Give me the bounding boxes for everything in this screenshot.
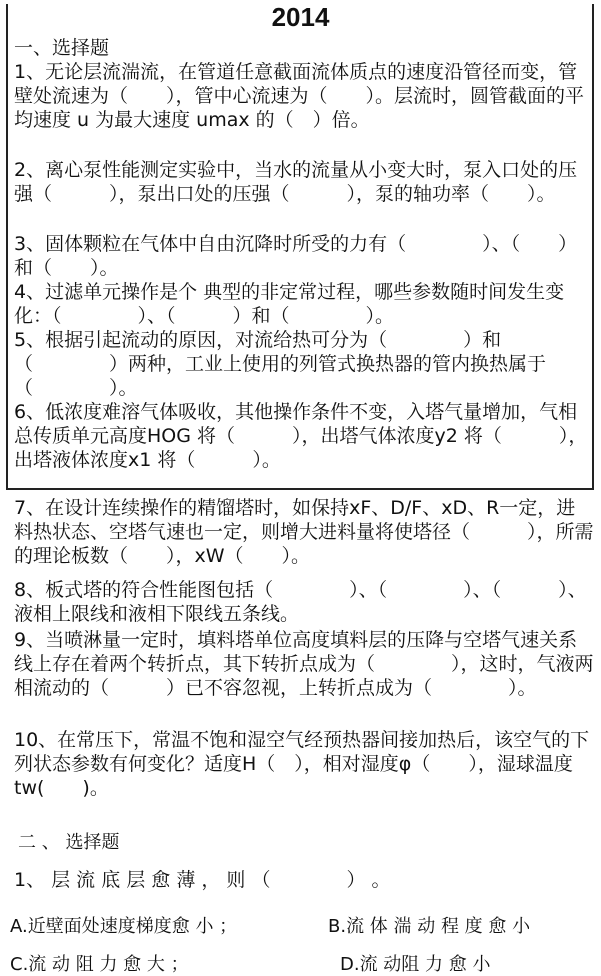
question-3: 3、固体颗粒在气体中自由沉降时所受的力有（ ）、（ ） 和（ ）。 <box>14 233 587 279</box>
option-a: A.近壁面处速度梯度愈 小 ； <box>10 916 238 937</box>
section2-question-1: 1、 层 流 底 层 愈 薄 ， 则 （ ） 。 <box>14 869 391 891</box>
option-d: D.流 动阻 力 愈 小 <box>340 954 491 975</box>
question-9: 9、当喷淋量一定时，填料塔单位高度填料层的压降与空塔气速关系线上存在着两个转折点，其下转折点成为（ ），这时，气液两相流动的（ ）已不容忽视，上转折点成为（ ）。 <box>14 629 594 699</box>
section2-title: 二 、 选择题 <box>18 832 120 853</box>
option-b: B.流 体 湍 动 程 度 愈 小 <box>328 916 531 937</box>
option-c: C.流 动 阻 力 愈 大 ； <box>10 954 189 975</box>
question-10: 10、在常压下，常温不饱和湿空气经预热器间接加热后，该空气的下列状态参数有何变化？适度H（ ），相对湿度φ（ ），湿球温度tw( )。 <box>14 729 590 799</box>
question-8: 8、板式塔的符合性能图包括（ ）、（ ）、（ ）、液相上限线和液相下限线五条线。 <box>14 579 587 625</box>
section1-title: 一、选择题 <box>14 37 110 59</box>
page-title: 2014 <box>271 2 330 32</box>
question-7: 7、在设计连续操作的精馏塔时，如保持xF、D/F、xD、R一定，进料热状态、空塔气速也一定，则增大进料量将使塔径（ ），所需的理论板数（ ），xW（ ）。 <box>14 497 594 567</box>
question-1: 1、无论层流湍流，在管道任意截面流体质点的速度沿管径而变，管壁处流速为（ ），管中心流速为（ ）。层流时，圆管截面的平均速度 u 为最大速度 umax 的（ ）倍。 <box>14 61 585 131</box>
question-5: 5、根据引起流动的原因，对流给热可分为（ ）和（ ）两种，工业上使用的列管式换热器的管内换热属于（ ）。 <box>14 329 547 399</box>
question-4: 4、过滤单元操作是个 典型的非定常过程，哪些参数随时间发生变化：（ ）、（ ）和（ ）。 <box>14 281 565 327</box>
question-6: 6、低浓度难溶气体吸收，其他操作条件不变，入塔气量增加，气相总传质单元高度HOG 将（ ），出塔气体浓度y2 将（ ），出塔液体浓度x1 将（ ）。 <box>14 401 588 471</box>
question-2: 2、离心泵性能测定实验中，当水的流量从小变大时，泵入口处的压强（ ），泵出口处的压强（ ），泵的轴功率（ ）。 <box>14 159 578 205</box>
